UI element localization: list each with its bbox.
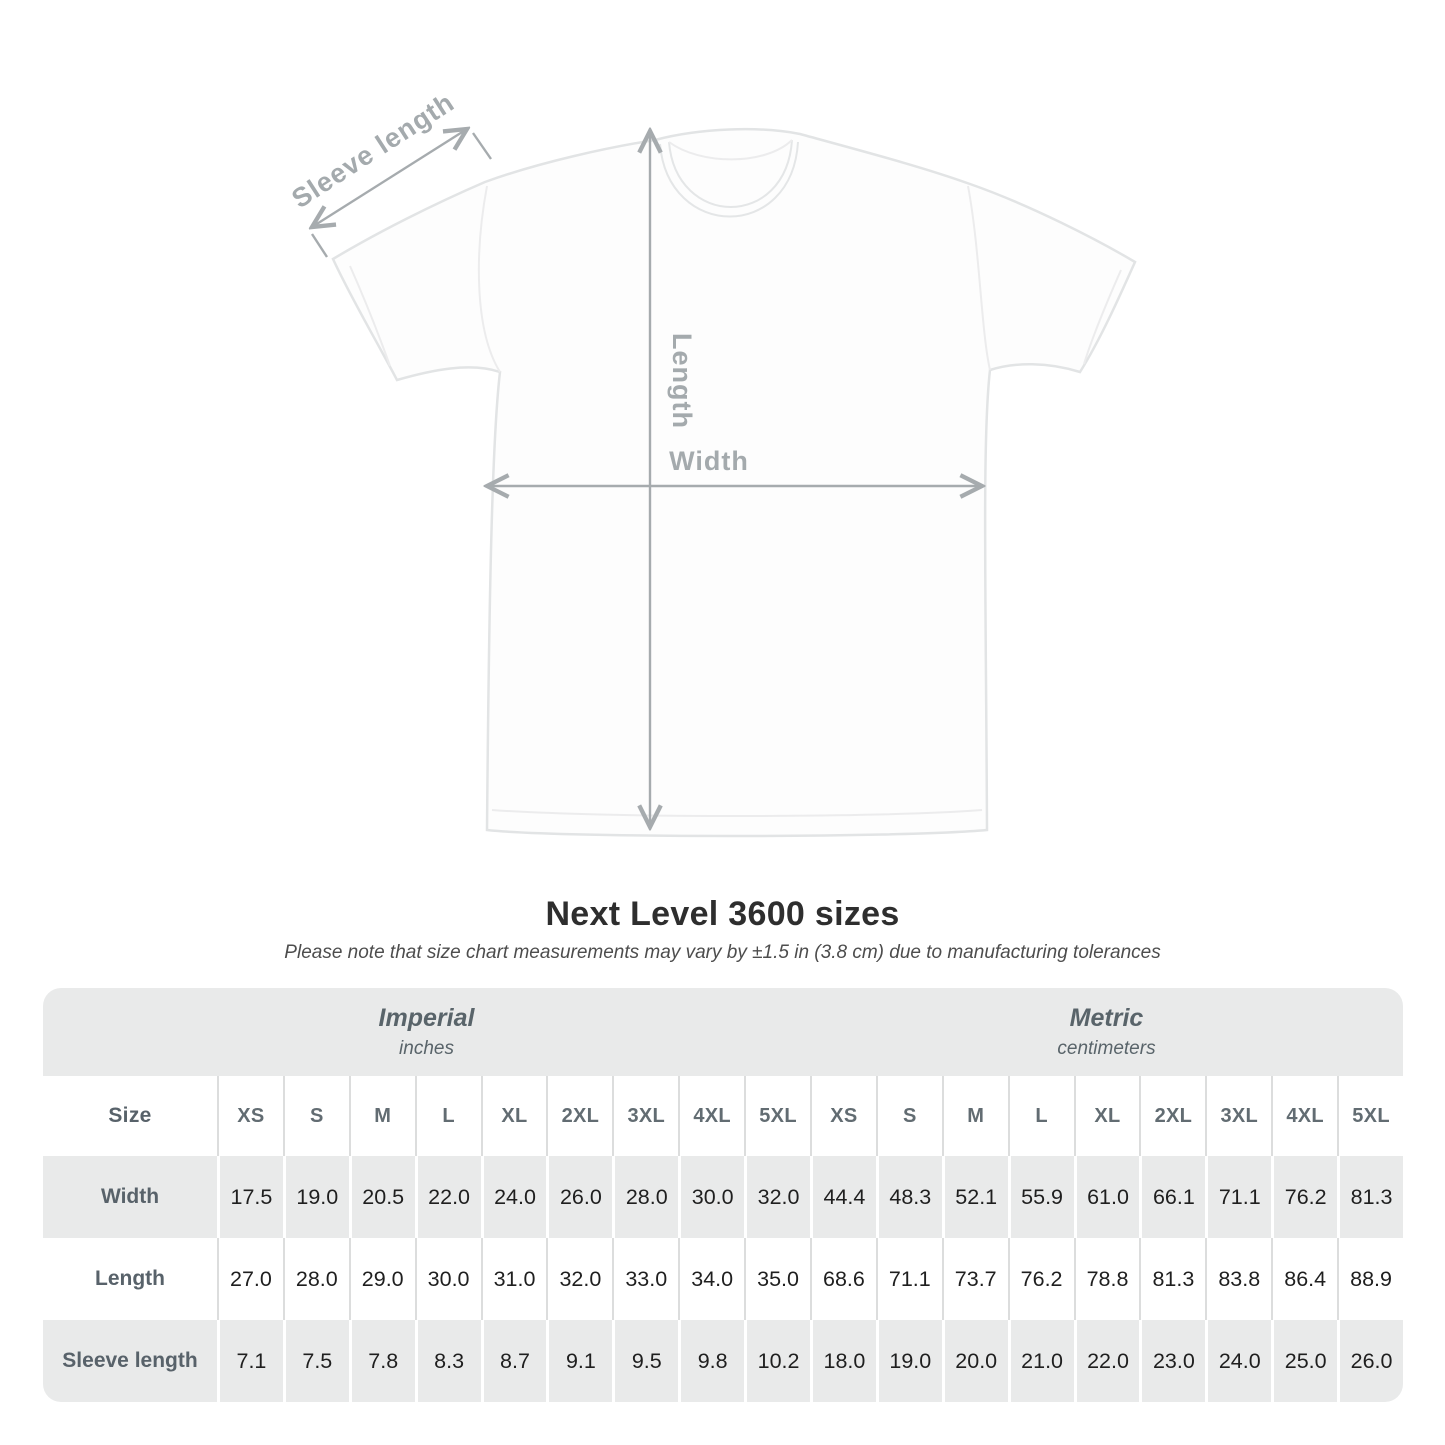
table-cell-imperial: 7.8 — [349, 1320, 415, 1402]
table-cell-imperial: 27.0 — [217, 1238, 283, 1320]
table-cell-metric: 48.3 — [876, 1156, 942, 1238]
metric-header — [810, 988, 1403, 1076]
table-cell-imperial: 7.5 — [283, 1320, 349, 1402]
size-col-header-imperial: XL — [481, 1076, 547, 1156]
table-cell-metric: 88.9 — [1337, 1238, 1403, 1320]
size-col-header-metric: M — [942, 1076, 1008, 1156]
imperial-unit: inches — [399, 1038, 454, 1059]
table-cell-imperial: 24.0 — [481, 1156, 547, 1238]
table-cell-imperial: 10.2 — [744, 1320, 810, 1402]
table-cell-imperial: 8.3 — [415, 1320, 481, 1402]
table-cell-metric: 81.3 — [1337, 1156, 1403, 1238]
table-cell-imperial: 9.1 — [546, 1320, 612, 1402]
table-cell-metric: 86.4 — [1271, 1238, 1337, 1320]
metric-unit: centimeters — [1057, 1038, 1156, 1059]
imperial-header — [43, 988, 810, 1076]
table-cell-metric: 81.3 — [1139, 1238, 1205, 1320]
table-cell-metric: 55.9 — [1008, 1156, 1074, 1238]
table-cell-metric: 23.0 — [1139, 1320, 1205, 1402]
table-cell-metric: 52.1 — [942, 1156, 1008, 1238]
table-cell-metric: 22.0 — [1074, 1320, 1140, 1402]
tolerance-note: Please note that size chart measurements may vary by ±1.5 in (3.8 cm) due to manufacturing tolerances — [284, 942, 1161, 963]
row-label: Length — [43, 1238, 217, 1320]
table-cell-imperial: 30.0 — [415, 1238, 481, 1320]
table-cell-metric: 76.2 — [1271, 1156, 1337, 1238]
table-cell-metric: 76.2 — [1008, 1238, 1074, 1320]
row-label: Sleeve length — [43, 1320, 217, 1402]
table-cell-metric: 25.0 — [1271, 1320, 1337, 1402]
row-label: Width — [43, 1156, 217, 1238]
size-col-header-imperial: 2XL — [546, 1076, 612, 1156]
table-cell-metric: 71.1 — [1205, 1156, 1271, 1238]
table-cell-metric: 24.0 — [1205, 1320, 1271, 1402]
table-cell-imperial: 35.0 — [744, 1238, 810, 1320]
sleeve-length-label: Sleeve length — [286, 86, 460, 214]
table-cell-imperial: 28.0 — [612, 1156, 678, 1238]
length-label: Length — [667, 333, 697, 429]
table-cell-imperial: 26.0 — [546, 1156, 612, 1238]
size-col-header-metric: 2XL — [1139, 1076, 1205, 1156]
table-cell-imperial: 9.5 — [612, 1320, 678, 1402]
table-cell-metric: 71.1 — [876, 1238, 942, 1320]
size-col-header-metric: 4XL — [1271, 1076, 1337, 1156]
table-cell-metric: 68.6 — [810, 1238, 876, 1320]
size-col-header-metric: 3XL — [1205, 1076, 1271, 1156]
table-cell-metric: 26.0 — [1337, 1320, 1403, 1402]
table-cell-metric: 44.4 — [810, 1156, 876, 1238]
size-col-header-metric: 5XL — [1337, 1076, 1403, 1156]
table-cell-imperial: 22.0 — [415, 1156, 481, 1238]
table-cell-metric: 19.0 — [876, 1320, 942, 1402]
size-col-header-imperial: M — [349, 1076, 415, 1156]
table-cell-imperial: 32.0 — [546, 1238, 612, 1320]
table-cell-imperial: 7.1 — [217, 1320, 283, 1402]
size-table-grid — [43, 988, 1403, 1402]
size-col-header-imperial: 5XL — [744, 1076, 810, 1156]
table-cell-metric: 83.8 — [1205, 1238, 1271, 1320]
table-cell-imperial: 30.0 — [678, 1156, 744, 1238]
table-cell-imperial: 28.0 — [283, 1238, 349, 1320]
table-cell-metric: 21.0 — [1008, 1320, 1074, 1402]
table-cell-metric: 66.1 — [1139, 1156, 1205, 1238]
size-col-header-metric: L — [1008, 1076, 1074, 1156]
size-row-label: Size — [43, 1076, 217, 1156]
size-col-header-metric: XL — [1074, 1076, 1140, 1156]
table-cell-imperial: 19.0 — [283, 1156, 349, 1238]
table-cell-metric: 18.0 — [810, 1320, 876, 1402]
table-cell-imperial: 31.0 — [481, 1238, 547, 1320]
table-cell-imperial: 8.7 — [481, 1320, 547, 1402]
table-cell-imperial: 33.0 — [612, 1238, 678, 1320]
page-title: Next Level 3600 sizes — [545, 895, 900, 933]
table-cell-metric: 61.0 — [1074, 1156, 1140, 1238]
size-col-header-imperial: 3XL — [612, 1076, 678, 1156]
metric-title: Metric — [1069, 1004, 1144, 1032]
table-cell-imperial: 32.0 — [744, 1156, 810, 1238]
imperial-title: Imperial — [378, 1004, 475, 1032]
width-label: Width — [669, 446, 749, 476]
size-col-header-imperial: XS — [217, 1076, 283, 1156]
table-cell-imperial: 17.5 — [217, 1156, 283, 1238]
size-col-header-imperial: S — [283, 1076, 349, 1156]
table-cell-imperial: 34.0 — [678, 1238, 744, 1320]
table-cell-metric: 78.8 — [1074, 1238, 1140, 1320]
tshirt-shape-icon — [333, 129, 1135, 836]
size-col-header-metric: XS — [810, 1076, 876, 1156]
table-cell-metric: 20.0 — [942, 1320, 1008, 1402]
table-cell-imperial: 20.5 — [349, 1156, 415, 1238]
size-col-header-imperial: L — [415, 1076, 481, 1156]
size-table — [43, 988, 1403, 1402]
size-col-header-metric: S — [876, 1076, 942, 1156]
size-col-header-imperial: 4XL — [678, 1076, 744, 1156]
table-cell-metric: 73.7 — [942, 1238, 1008, 1320]
table-cell-imperial: 29.0 — [349, 1238, 415, 1320]
table-cell-imperial: 9.8 — [678, 1320, 744, 1402]
